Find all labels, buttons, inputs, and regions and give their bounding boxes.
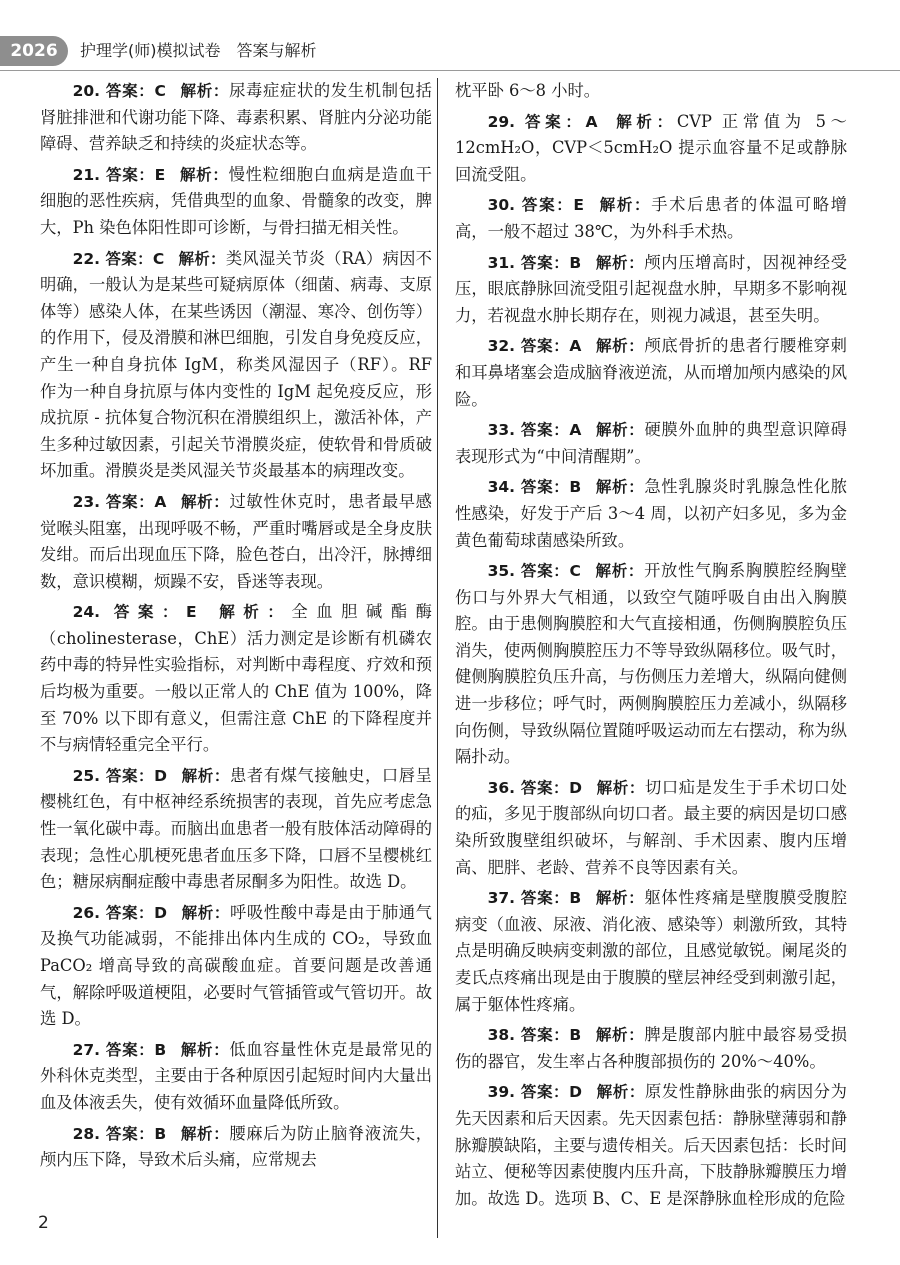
question-number: 39. [487,1083,516,1102]
answer-key: B [569,253,582,272]
analysis-label: 解析： [595,1026,645,1045]
question-number: 20. [72,82,101,100]
answer-label: 答案： [520,1026,570,1045]
answer-item [40,763,432,896]
analysis-text: 脾是腹部内脏中最容易受损伤的器官，发生率占各种腹部损伤的 20%～40%。 [455,1025,847,1071]
answer-label: 答案： [105,249,153,268]
analysis-label: 解析： [598,196,652,215]
question-number: 32. [487,337,516,356]
question-number: 36. [487,778,516,797]
answer-key: D [154,766,168,785]
question-number: 34. [487,478,516,497]
answer-label: 答案： [520,337,570,356]
analysis-label: 解析： [179,82,230,100]
analysis-text: 呼吸性酸中毒是由于肺通气及换气功能减弱，不能排出体内生成的 CO₂，导致血 PaCO₂ 增高导致的高碳酸血症。首要问题是改善通气，解除呼吸道梗阻，必要时气管插管或气管切开。故选 D。 [40,902,432,1029]
answer-key: D [154,903,168,922]
question-number: 37. [487,889,516,908]
answer-item [40,599,432,759]
answer-key: B [569,478,582,497]
analysis-label: 解析： [180,1040,230,1059]
analysis-label: 解析： [595,889,645,908]
answer-label: 答案： [520,778,570,797]
question-number: 29. [487,112,516,131]
answer-label: 答案： [105,1124,155,1143]
question-number: 28. [72,1124,101,1143]
answer-item [455,250,847,330]
answer-item [455,417,847,470]
analysis-label: 解析： [180,1124,230,1143]
answer-label: 答案： [520,1083,570,1102]
answer-key: E [154,165,166,184]
question-number: 33. [487,421,516,440]
analysis-text: CVP 正常值为 5～12cmH₂O，CVP＜5cmH₂O 提示血容量不足或静脉回流受阻。 [455,111,847,184]
analysis-label: 解析： [595,478,645,497]
analysis-label: 解析： [180,492,230,511]
column-divider [437,78,438,1238]
analysis-label: 解析： [595,253,645,272]
answer-key: D [569,1083,583,1102]
answer-key: C [152,249,165,268]
answer-label: 答案： [105,903,155,922]
question-number: 38. [487,1026,516,1045]
analysis-label: 解析： [595,337,645,356]
continued-text: 枕平卧 6～8 小时。 [455,81,601,100]
answer-key: C [154,82,166,100]
question-number: 30. [487,196,516,215]
answer-item [455,775,847,881]
answer-label: 答案： [520,253,570,272]
analysis-text: 类风湿关节炎（RA）病因不明确，一般认为是某些可疑病原体（细菌、病毒、支原体等）感染人体，在某些诱因（潮湿、寒冷、创伤等）的作用下，侵及滑膜和淋巴细胞，引发自身免疫反应，产生一种自身抗体 IgM，称类风湿因子（RF）。RF 作为一种自身抗原与体内变性的 IgM 起免疫反应，形成抗原 - 抗体复合物沉积在滑膜组织上，激活补体，产生多种过敏因素，引起关节滑膜炎症，使软骨和骨质破坏加重。滑膜炎是类风湿关节炎最基本的病理改变。 [40,248,432,481]
answer-item [455,333,847,413]
question-number: 21. [72,165,101,184]
answer-key: B [154,1040,167,1059]
analysis-label: 解析： [181,766,230,785]
answer-key: B [569,1026,582,1045]
answer-item [40,489,432,595]
answer-label: 答案： [520,889,570,908]
analysis-text: 颅底骨折的患者行腰椎穿刺和耳鼻堵塞会造成脑脊液逆流，从而增加颅内感染的风险。 [455,336,847,409]
answer-item [40,900,432,1033]
answer-label: 答案： [113,603,187,622]
answer-item [40,162,432,242]
analysis-text: 开放性气胸系胸膜腔经胸壁伤口与外界大气相通，以致空气随呼吸自由出入胸膜腔。由于患侧胸膜腔和大气直接相通，伤侧胸膜腔负压消失，使两侧胸膜腔压力不等导致纵隔移位。吸气时，健侧胸膜腔负压升高，与伤侧压力差增大，纵隔向健侧进一步移位；呼气时，两侧胸膜腔压力差减小，纵隔移向伤侧，导致纵隔位置随呼吸运动而左右摆动，称为纵隔扑动。 [455,561,847,767]
answer-item [455,474,847,554]
book-title: 护理学(师)模拟试卷 答案与解析 [80,41,317,60]
answer-key: A [569,337,582,356]
analysis-text: 慢性粒细胞白血病是造血干细胞的恶性疾病，凭借典型的血象、骨髓象的改变，脾大，Ph 染色体阳性即可诊断，与骨扫描无相关性。 [40,164,432,237]
answer-item [455,558,847,771]
left-column [40,78,432,1178]
analysis-text: 原发性静脉曲张的病因分为先天因素和后天因素。先天因素包括：静脉壁薄弱和静脉瓣膜缺陷，主要与遗传相关。后天因素包括：长时间站立、便秘等因素使腹内压升高，下肢静脉瓣膜压力增加。故选 D。选项 B、C、E 是深静脉血栓形成的危险 [455,1082,847,1208]
answer-key: A [569,421,582,440]
analysis-label: 解析： [596,1083,645,1102]
answer-key: A [154,492,167,511]
question-number: 25. [72,766,101,785]
answer-label: 答案： [524,112,586,131]
question-number: 27. [72,1040,101,1059]
analysis-text: 患者有煤气接触史，口唇呈樱桃红色，有中枢神经系统损害的表现，首先应考虑急性一氧化碳中毒。而脑出血患者一般有肢体活动障碍的表现；急性心肌梗死患者血压多下降，口唇不呈樱桃红色；糖尿病酮症酸中毒患者尿酮多为阳性。故选 D。 [40,765,432,892]
analysis-label: 解析： [179,165,229,184]
question-number: 35. [487,562,516,581]
right-column [455,78,847,1216]
answer-key: C [569,562,581,581]
answer-item [40,78,432,158]
question-number: 23. [72,492,101,511]
question-number: 22. [72,249,101,268]
answer-label: 答案： [520,421,570,440]
answer-item [40,1037,432,1117]
analysis-text: 硬膜外血肿的典型意识障碍表现形式为“中间清醒期”。 [455,420,847,466]
analysis-label: 解析： [181,903,230,922]
analysis-label: 解析： [210,603,292,622]
answer-item [40,1121,432,1174]
answer-label: 答案： [105,1040,155,1059]
answer-key: B [154,1124,167,1143]
question-number: 26. [72,903,101,922]
question-number: 24. [72,603,101,622]
analysis-text: 尿毒症症状的发生机制包括肾脏排泄和代谢功能下降、毒素积累、肾脏内分泌功能障碍、营养缺乏和持续的炎症状态等。 [40,81,432,154]
answer-label: 答案： [521,196,574,215]
analysis-text: 躯体性疼痛是壁腹膜受腹腔病变（血液、尿液、消化液、感染等）刺激所致，其特点是明确反映病变刺激的部位，且感觉敏锐。阑尾炎的麦氏点疼痛出现是由于腹膜的壁层神经受到刺激引起，属于躯体性疼痛。 [455,888,847,1014]
answer-item [40,246,432,485]
analysis-text: 低血容量性休克是最常见的外科休克类型，主要由于各种原因引起短时间内大量出血及体液丢失，使有效循环血量降低所致。 [40,1039,432,1112]
analysis-label: 解析： [178,249,226,268]
answer-item [455,1079,847,1212]
answer-label: 答案： [105,165,155,184]
answer-key: A [585,112,598,131]
answer-label: 答案： [520,478,570,497]
answer-label: 答案： [105,766,155,785]
analysis-text: 全血胆碱酯酶（cholinesterase，ChE）活力测定是诊断有机磷农药中毒的特异性实验指标，对判断中毒程度、疗效和预后均极为重要。一般以正常人的 ChE 值为 100%，降至 70% 以下即有意义，但需注意 ChE 的下降程度并不与病情轻重完全平行。 [40,602,432,755]
analysis-text: 颅内压增高时，因视神经受压，眼底静脉回流受阻引起视盘水肿，早期多不影响视力，若视盘水肿长期存在，则视力减退，甚至失明。 [455,252,847,325]
analysis-text: 腰麻后为防止脑脊液流失，颅内压下降，导致术后头痛，应常规去 [40,1123,432,1170]
answer-key: B [569,889,582,908]
answer-item [455,1022,847,1075]
answer-item [455,192,847,245]
page-header [0,34,900,71]
analysis-label: 解析： [611,112,677,131]
answer-label: 答案： [520,562,570,581]
answer-item [455,109,847,189]
analysis-label: 解析： [594,562,645,581]
answer-label: 答案： [105,82,155,100]
answer-key: E [573,196,585,215]
question-number: 31. [487,253,516,272]
analysis-label: 解析： [596,778,645,797]
analysis-text: 手术后患者的体温可略增高，一般不超过 38℃，为外科手术热。 [455,195,847,241]
analysis-text: 过敏性休克时，患者最早感觉喉头阻塞，出现呼吸不畅，严重时嘴唇或是全身皮肤发绀。而后出现血压下降，脸色苍白，出冷汗，脉搏细数，意识模糊，烦躁不安，昏迷等表现。 [40,491,432,591]
year-badge: 2026 [0,36,68,66]
analysis-label: 解析： [595,421,645,440]
answer-label: 答案： [105,492,155,511]
answer-key: D [569,778,583,797]
page-number: 2 [38,1213,49,1233]
analysis-text: 急性乳腺炎时乳腺急性化脓性感染，好发于产后 3～4 周，以初产妇多见，多为金黄色葡萄球菌感染所致。 [455,477,847,550]
analysis-text: 切口疝是发生于手术切口处的疝，多见于腹部纵向切口者。最主要的病因是切口感染所致腹壁组织破坏，与解剖、手术因素、腹内压增高、肥胖、老龄、营养不良等因素有关。 [455,777,847,877]
answer-key: E [186,603,197,622]
answer-item [455,885,847,1018]
